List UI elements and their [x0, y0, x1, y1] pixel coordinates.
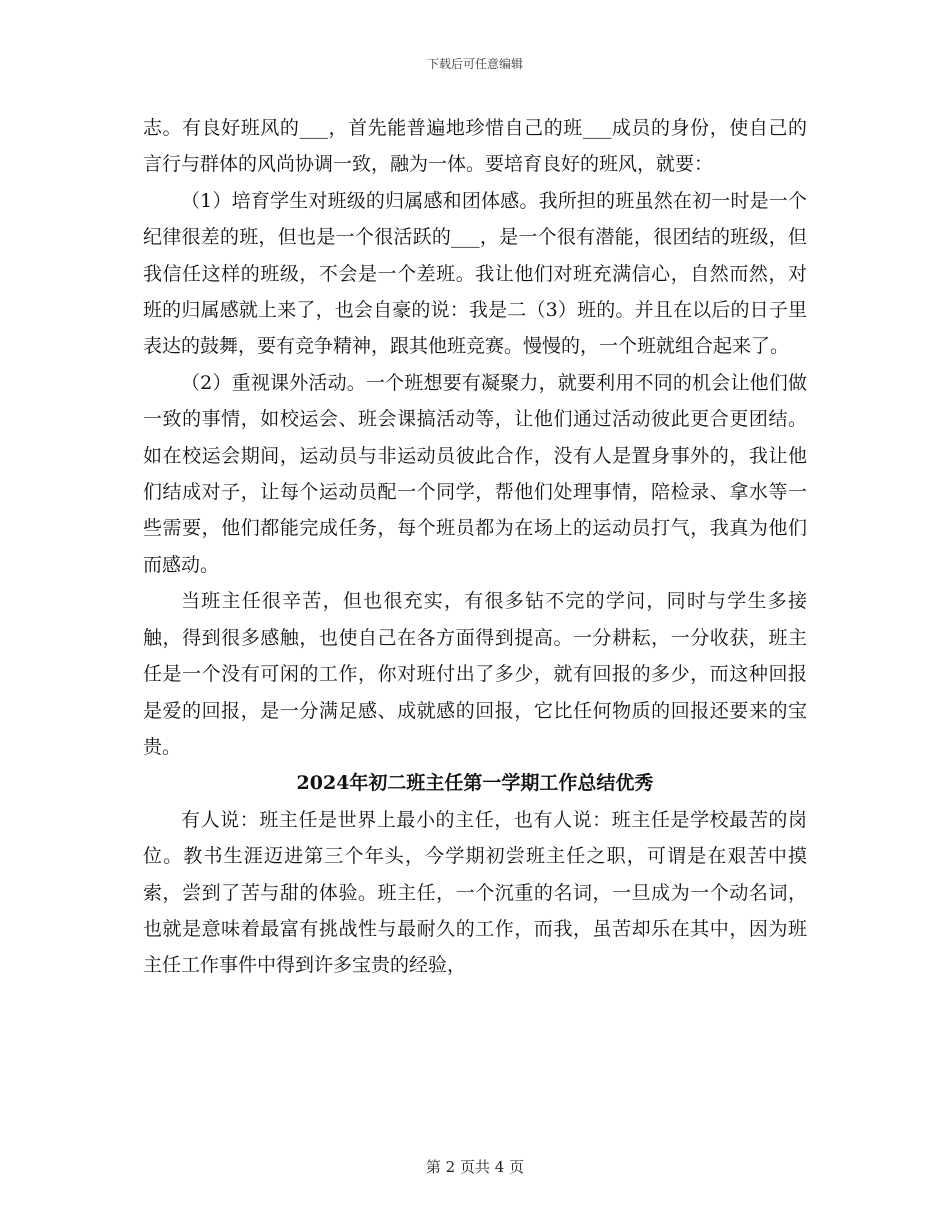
paragraph-continuation: 志。有良好班风的___，首先能普遍地珍惜自己的班___成员的身份，使自己的言行与群体的风尚协调一致，融为一体。要培育良好的班风，就要： [143, 117, 807, 176]
document-body [143, 110, 807, 984]
page-header: 下载后可任意编辑 [426, 57, 523, 71]
page-number: 第 2 页共 4 页 [425, 1158, 525, 1176]
paragraph-item-2: （2）重视课外活动。一个班想要有凝聚力，就要利用不同的机会让他们做一致的事情，如校运会、班会课搞活动等，让他们通过活动彼此更合更团结。如在校运会期间，运动员与非运动员彼此合作，没有人是置身事外的，我让他们结成对子，让每个运动员配一个同学，帮他们处理事情，陪检录、拿水等一些需要，他们都能完成任务，每个班员都为在场上的运动员打气，我真为他们而感动。 [143, 371, 807, 576]
paragraph-item-1: （1）培育学生对班级的归属感和团体感。我所担的班虽然在初一时是一个纪律很差的班，但也是一个很活跃的___，是一个很有潜能，很团结的班级，但我信任这样的班级，不会是一个差班。我让他们对班充满信心，自然而然，对班的归属感就上来了，也会自豪的说：我是二（3）班的。并且在以后的日子里表达的鼓舞，要有竞争精神，跟其他班竞赛。慢慢的，一个班就组合起来了。 [143, 189, 807, 358]
paragraph-section-intro: 有人说：班主任是世界上最小的主任，也有人说：班主任是学校最苦的岗位。教书生涯迈进第三个年头，今学期初尝班主任之职，可谓是在艰苦中摸索，尝到了苦与甜的体验。班主任，一个沉重的名词，一旦成为一个动名词，也就是意味着最富有挑战性与最耐久的工作，而我，虽苦却乐在其中，因为班主任工作事件中得到许多宝贵的经验， [143, 808, 807, 977]
section-title: 2024年初二班主任第一学期工作总结优秀 [296, 772, 654, 795]
paragraph-conclusion: 当班主任很辛苦，但也很充实，有很多钻不完的学问，同时与学生多接触，得到很多感触，也使自己在各方面得到提高。一分耕耘，一分收获，班主任是一个没有可闲的工作，你对班付出了多少，就有回报的多少，而这种回报是爱的回报，是一分满足感、成就感的回报，它比任何物质的回报还要来的宝贵。 [143, 590, 807, 758]
